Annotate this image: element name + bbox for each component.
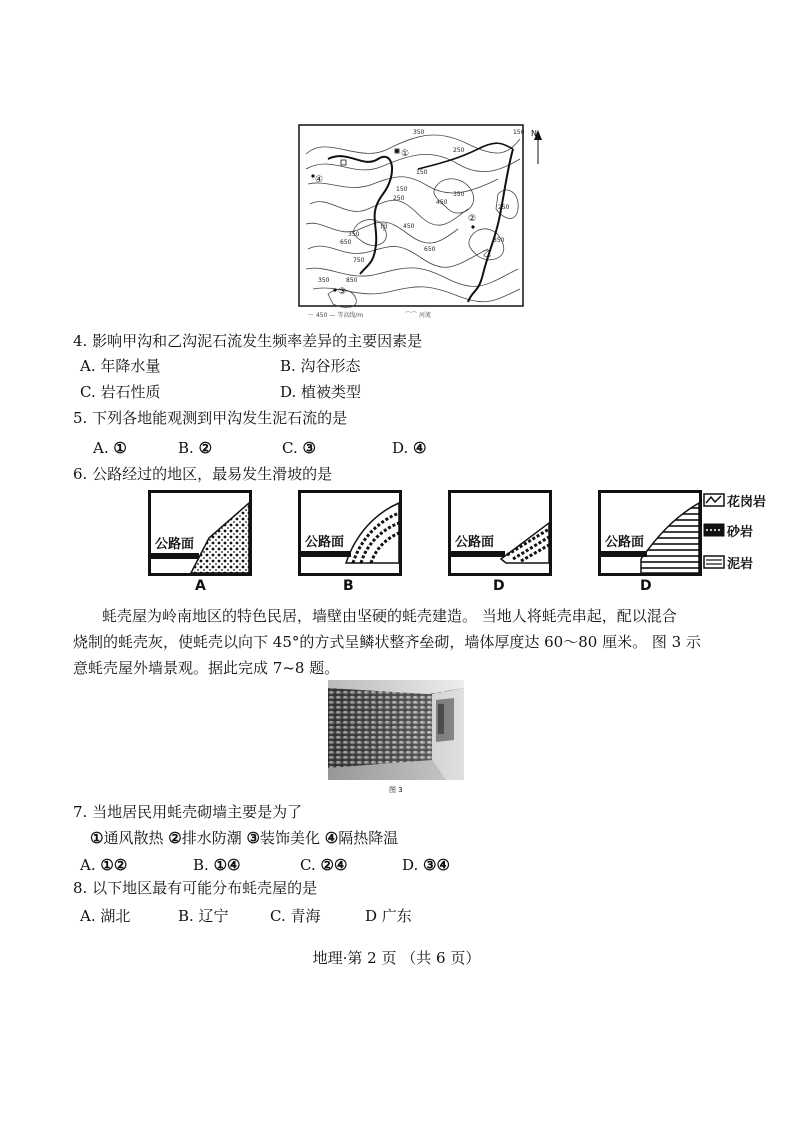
contour-label: 750 xyxy=(353,257,365,264)
granite-swatch-icon xyxy=(703,493,725,507)
legend-granite: 花岗岩 xyxy=(727,495,767,510)
point-4: ④ xyxy=(315,175,324,185)
north-label: N xyxy=(531,129,537,138)
contour-label: 150 xyxy=(416,169,428,176)
contour-label: 250 xyxy=(453,147,465,154)
map-legend: 〜 450 — 等高线/m ⌒⌒ 河流 xyxy=(308,312,431,319)
q7-stem: 7. 当地居民用蚝壳砌墙主要是为了 xyxy=(73,803,303,821)
rock-legend xyxy=(703,490,788,580)
point-3: ③ xyxy=(338,287,347,297)
contour-label: 450 xyxy=(403,223,415,230)
q7-b-letter: B. xyxy=(193,856,209,874)
sandstone-swatch-icon xyxy=(703,523,725,537)
panel-label-d: D xyxy=(640,578,652,594)
q7-item-4-mark: ④ xyxy=(324,829,339,847)
q8-option-b[interactable]: B. 辽宁 xyxy=(178,907,229,925)
contour-label: 350 xyxy=(318,277,330,284)
q7-option-b[interactable] xyxy=(193,855,240,875)
q5-b-mark: ② xyxy=(198,439,213,457)
north-arrow-icon xyxy=(531,129,542,164)
legend-contour-label: 等高线/m xyxy=(337,312,364,319)
road-label: 公路面 xyxy=(305,535,345,550)
contour-label: 350 xyxy=(493,237,505,244)
passage-line-3: 意蚝壳屋外墙景观。据此完成 7~8 题。 xyxy=(73,659,340,677)
contour-label: 650 xyxy=(340,239,352,246)
q7-a-marks: ①② xyxy=(100,856,128,874)
contour-label: 250 xyxy=(498,204,510,211)
geology-panel-d[interactable] xyxy=(598,490,702,576)
contour-legend-icon: 〜 xyxy=(308,312,315,319)
q5-b-letter: B. xyxy=(178,439,194,457)
contour-label: 450 xyxy=(436,199,448,206)
q6-stem: 6. 公路经过的地区，最易发生滑坡的是 xyxy=(73,465,333,483)
contour-label: 150 xyxy=(513,129,525,136)
q5-a-mark: ① xyxy=(113,439,127,457)
passage-line-1: 蚝壳屋为岭南地区的特色民居，墙壁由坚硬的蚝壳建造。 当地人将蚝壳串起，配以混合 xyxy=(102,607,677,625)
legend-mudstone: 泥岩 xyxy=(727,557,754,572)
place-yi: 乙 xyxy=(483,249,491,258)
q4-stem: 4. 影响甲沟和乙沟泥石流发生频率差异的主要因素是 xyxy=(73,332,423,350)
legend-contour-value: 450 xyxy=(315,312,328,319)
panel-label-b: B xyxy=(343,578,354,594)
oyster-shell-wall-photo xyxy=(328,680,464,780)
road-label: 公路面 xyxy=(155,537,195,552)
q5-option-b[interactable] xyxy=(178,438,212,458)
q5-c-mark: ③ xyxy=(302,439,316,457)
road-label: 公路面 xyxy=(455,535,495,550)
geology-panel-c[interactable] xyxy=(448,490,552,576)
q4-option-a[interactable]: A. 年降水量 xyxy=(80,357,161,375)
panel-label-a: A xyxy=(195,578,206,594)
q8-option-c[interactable]: C. 青海 xyxy=(270,907,321,925)
q7-item-3-mark: ③ xyxy=(246,829,260,847)
q7-item-1: 通风散热 xyxy=(103,829,164,847)
sandstone-legend xyxy=(703,522,754,541)
contour-label: 350 xyxy=(413,129,425,136)
panel-label-c: D xyxy=(493,578,505,594)
q7-item-1-mark: ① xyxy=(90,829,104,847)
legend-river-label: 河流 xyxy=(418,312,431,319)
point-1: ① xyxy=(401,149,410,159)
q7-item-4: 隔热降温 xyxy=(338,829,399,847)
contour-label: 150 xyxy=(396,186,408,193)
legend-sandstone: 砂岩 xyxy=(727,525,754,540)
geology-panel-a[interactable] xyxy=(148,490,252,576)
q7-c-letter: C. xyxy=(300,856,316,874)
q7-item-2-mark: ② xyxy=(168,829,182,847)
granite-legend xyxy=(703,492,767,511)
q7-d-letter: D. xyxy=(402,856,419,874)
q7-d-marks: ③④ xyxy=(423,856,450,874)
point-2: ② xyxy=(468,214,477,224)
contour-label: 250 xyxy=(393,195,405,202)
place-jia: 甲 xyxy=(380,223,388,232)
q7-item-2: 排水防潮 xyxy=(181,829,242,847)
q7-b-marks: ①④ xyxy=(213,856,241,874)
contour-label: 350 xyxy=(453,191,465,198)
contour-label: 650 xyxy=(424,246,436,253)
q5-a-letter: A. xyxy=(93,439,109,457)
q5-d-letter: D. xyxy=(392,439,409,457)
contour-label: 350 xyxy=(348,231,360,238)
q5-stem: 5. 下列各地能观测到甲沟发生泥石流的是 xyxy=(73,409,348,427)
mudstone-swatch-icon xyxy=(703,555,725,569)
mudstone-legend xyxy=(703,554,754,573)
passage-line-2: 烧制的蚝壳灰，使蚝壳以向下 45°的方式呈鳞状整齐垒砌，墙体厚度达 60～80 厘米。 图 3 示 xyxy=(73,633,701,651)
q5-c-letter: C. xyxy=(282,439,298,457)
q7-a-letter: A. xyxy=(80,856,96,874)
q5-option-a[interactable] xyxy=(93,438,127,458)
q5-option-c[interactable] xyxy=(282,438,316,458)
q7-option-c[interactable] xyxy=(300,855,347,875)
q8-option-d[interactable]: D 广东 xyxy=(365,907,412,925)
geology-panel-b[interactable] xyxy=(298,490,402,576)
contour-label: 850 xyxy=(346,277,358,284)
q7-option-a[interactable] xyxy=(80,855,127,875)
page-footer: 地理·第 2 页 （共 6 页） xyxy=(312,949,481,967)
figure-3-caption: 图 3 xyxy=(389,786,403,794)
q7-item-3: 装饰美化 xyxy=(259,829,320,847)
q5-option-d[interactable] xyxy=(392,438,427,458)
q7-items xyxy=(90,828,398,848)
q4-option-c[interactable]: C. 岩石性质 xyxy=(80,383,161,401)
q7-c-marks: ②④ xyxy=(320,856,348,874)
river-legend-icon: ⌒⌒ xyxy=(405,312,418,319)
q8-option-a[interactable]: A. 湖北 xyxy=(80,907,131,925)
contour-map xyxy=(298,124,551,307)
q5-d-mark: ④ xyxy=(413,439,427,457)
q4-option-b[interactable]: B. 沟谷形态 xyxy=(280,357,361,375)
road-label: 公路面 xyxy=(605,535,645,550)
q8-stem: 8. 以下地区最有可能分布蚝壳屋的是 xyxy=(73,879,318,897)
q7-option-d[interactable] xyxy=(402,855,450,875)
q4-option-d[interactable]: D. 植被类型 xyxy=(280,383,362,401)
